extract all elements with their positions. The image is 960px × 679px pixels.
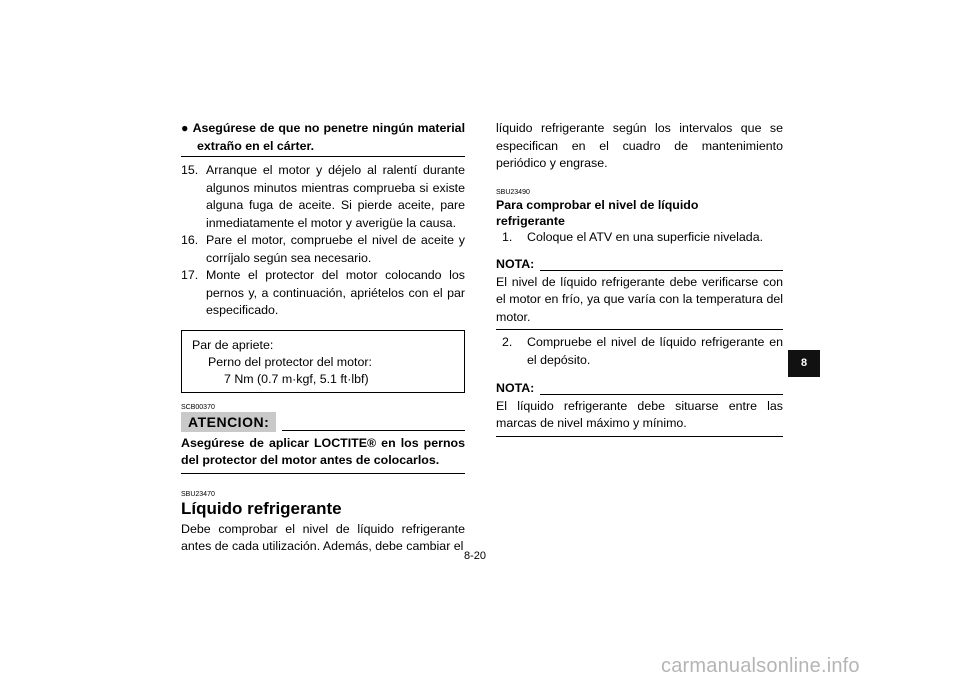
subsection-title: Para comprobar el nivel de líquido refrigerante — [496, 197, 699, 228]
chapter-tab: 8 — [788, 350, 820, 377]
spec-label: Par de apriete: — [192, 337, 274, 352]
caution-label: ATENCION: — [181, 412, 276, 432]
check-steps-1 — [502, 229, 783, 247]
step-text: Pare el motor, compruebe el nivel de aceite y corríjalo según sea necesario. — [206, 233, 465, 265]
page-number: 8-20 — [464, 550, 487, 562]
check-steps-2 — [502, 334, 783, 369]
spec-value: 7 Nm (0.7 m·kgf, 5.1 ft·lbf) — [224, 371, 369, 386]
intro-text: líquido refrigerante según los intervalos que se especifican en el cuadro de mantenimiento periódico y engrase. — [496, 121, 783, 170]
section-text: Debe comprobar el nivel de líquido refrigerante antes de cada utilización. Además, debe cambiar el — [181, 521, 465, 553]
step-number: 17. — [181, 268, 199, 282]
step-number: 1. — [502, 229, 513, 244]
left-column — [181, 120, 465, 556]
note-label: NOTA: — [496, 381, 535, 395]
note-header-1 — [496, 256, 783, 274]
section-code: SBU23470 — [181, 490, 215, 498]
right-column — [496, 120, 783, 437]
caution-header — [181, 412, 465, 432]
note-rule — [540, 270, 783, 271]
step-number: 2. — [502, 335, 513, 349]
caution-text: Asegúrese de aplicar LOCTITE® en los pernos del protector del motor antes de colocarlos. — [181, 432, 465, 474]
torque-spec-box — [181, 330, 465, 393]
step-text: Coloque el ATV en una superficie nivelada. — [527, 229, 764, 244]
procedure-steps — [181, 162, 465, 320]
note-label: NOTA: — [496, 257, 535, 271]
watermark: carmanualsonline.info — [661, 655, 860, 677]
list-item — [181, 267, 465, 320]
caution-rule — [282, 430, 465, 431]
note-text-2: El líquido refrigerante debe situarse entre las marcas de nivel máximo y mínimo. — [496, 398, 783, 437]
step-text: Compruebe el nivel de líquido refrigerante en el depósito. — [527, 335, 783, 367]
step-number: 15. — [181, 163, 199, 177]
note-header-2 — [496, 380, 783, 398]
subsection-code: SBU23490 — [496, 188, 530, 196]
note-rule — [540, 394, 783, 395]
step-text: Monte el protector del motor colocando los pernos y, a continuación, apriételos con el par especificado. — [206, 268, 465, 317]
section-title: Líquido refrigerante — [181, 498, 342, 518]
caution-code: SCB00370 — [181, 403, 215, 411]
step-number: 16. — [181, 233, 199, 247]
bullet-text: Asegúrese de que no penetre ningún material extraño en el cárter. — [192, 121, 466, 153]
warning-bullet — [181, 120, 465, 157]
spec-part: Perno del protector del motor: — [208, 354, 372, 369]
list-item — [181, 162, 465, 232]
note-text-1: El nivel de líquido refrigerante debe verificarse con el motor en frío, ya que varía con la temperatura del motor. — [496, 274, 783, 331]
step-text: Arranque el motor y déjelo al ralentí durante algunos minutos mientras comprueba si existe alguna fuga de aceite. Si pierde aceite, pare inmediatamente el motor y averigüe la causa. — [206, 163, 465, 230]
list-item — [181, 232, 465, 267]
list-item — [502, 334, 783, 369]
bullet-symbol: ● — [181, 121, 190, 135]
list-item — [502, 229, 783, 247]
